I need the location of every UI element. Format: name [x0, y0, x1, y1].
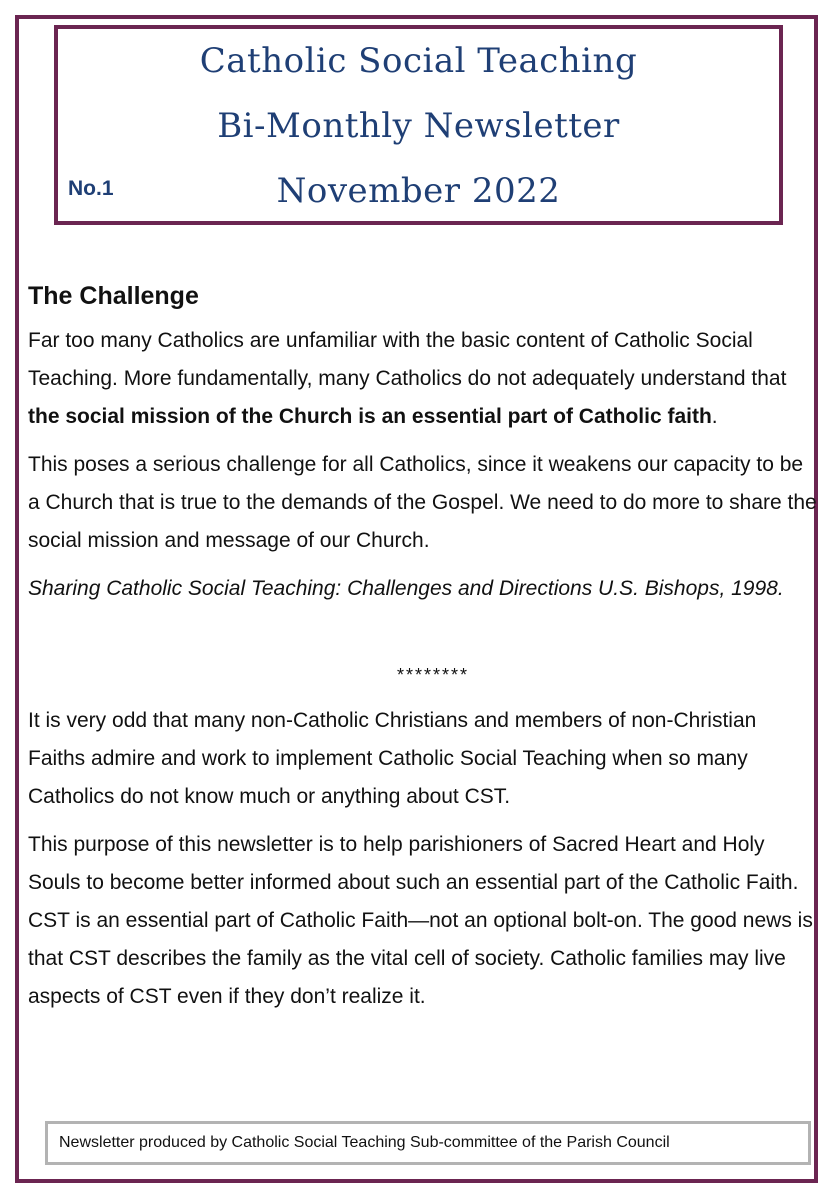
- citation: [28, 570, 818, 608]
- citation-text: Sharing Catholic Social Teaching: Challenges and Directions U.S. Bishops, 1998.: [28, 577, 784, 600]
- newsletter-title: Catholic Social Teaching: [199, 41, 638, 81]
- section-heading: The Challenge: [28, 282, 199, 310]
- issue-date: November 2022: [276, 171, 561, 211]
- paragraph-1-end: .: [711, 405, 718, 428]
- paragraph-1-emphasis: the social mission of the Church is an essential part of Catholic faith: [28, 405, 712, 428]
- footer-note: Newsletter produced by Catholic Social Teaching Sub-committee of the Parish Council: [45, 1121, 811, 1165]
- paragraph-1: [28, 322, 818, 436]
- article-body: [28, 280, 818, 1026]
- paragraph-4: This purpose of this newsletter is to help parishioners of Sacred Heart and Holy Souls to become better informed about such an essential part of the Catholic Faith. CST is an essential part of Catholic Faith—not an optional bolt-on. The good news is that CST describes the family as the vital cell of society. Catholic families may live aspects of CST even if they don’t realize it.: [28, 833, 813, 1008]
- section-separator: ********: [396, 665, 470, 685]
- paragraph-2: This poses a serious challenge for all Catholics, since it weakens our capacity to be a Church that is true to the demands of the Gospel. We need to do more to share the social mission and message of our Church.: [28, 453, 817, 552]
- paragraph-3: It is very odd that many non-Catholic Christians and members of non-Christian Faiths admire and work to implement Catholic Social Teaching when so many Catholics do not know much or anything about CST.: [28, 709, 757, 808]
- masthead: [54, 25, 783, 225]
- newsletter-subtitle: Bi-Monthly Newsletter: [217, 106, 620, 146]
- paragraph-1-text: Far too many Catholics are unfamiliar with the basic content of Catholic Social Teaching. More fundamentally, many Catholics do not adequately understand that: [28, 329, 787, 390]
- issue-number: No.1: [68, 177, 114, 200]
